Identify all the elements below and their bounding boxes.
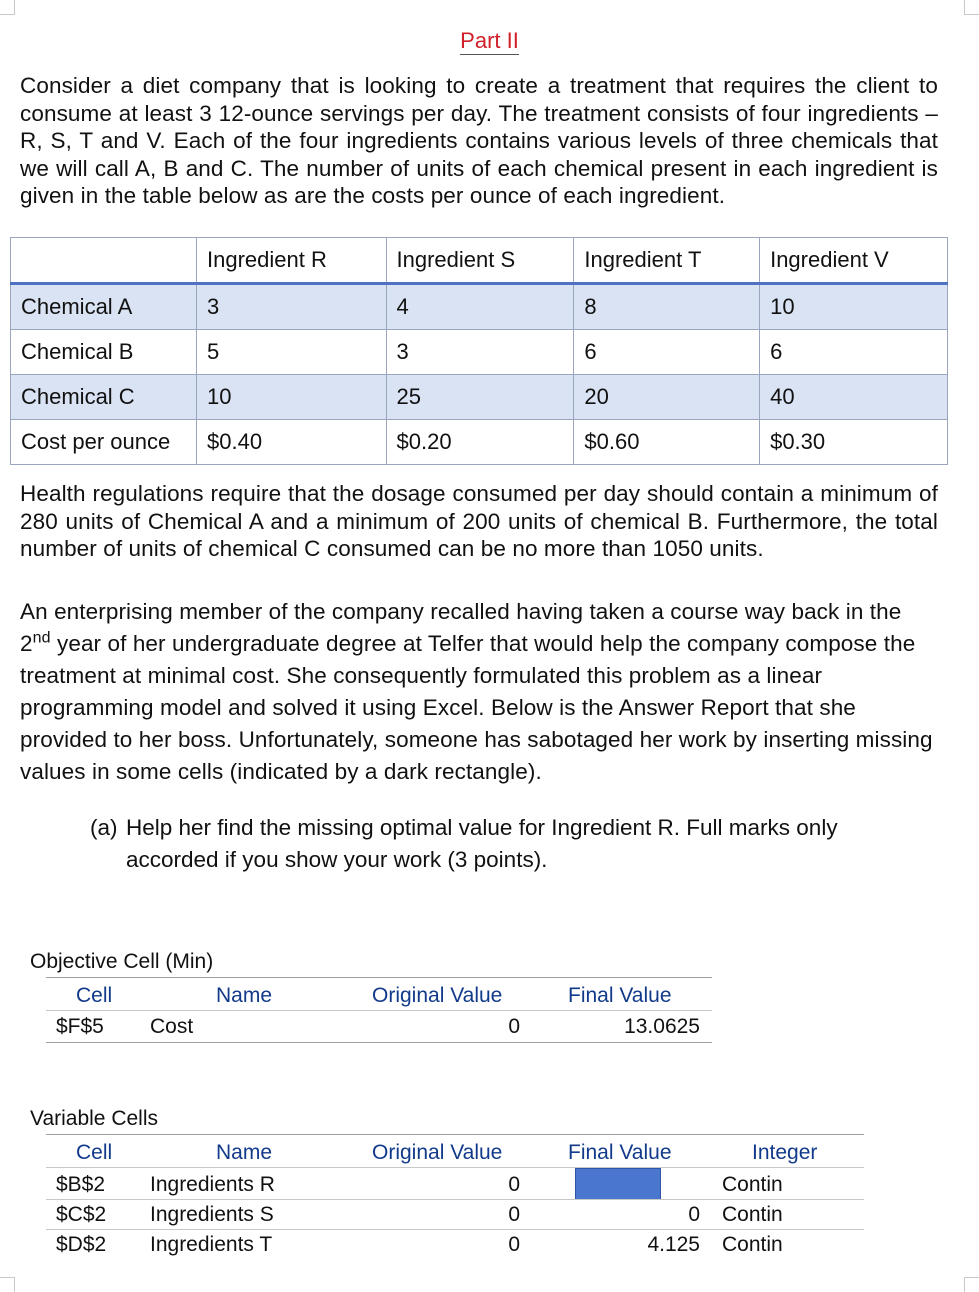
row-label: Chemical C [11, 375, 197, 420]
ingredient-table-header [11, 238, 948, 284]
header-cell [11, 238, 197, 284]
row-label: Chemical A [11, 284, 197, 330]
variable-original-value: 0 [508, 1173, 520, 1196]
variable-integer: Contin [722, 1203, 783, 1226]
variable-header-name: Name [216, 1141, 273, 1164]
variable-header-original: Original Value [372, 1141, 503, 1164]
variable-header-integer: Integer [752, 1141, 818, 1164]
story-paragraph [20, 596, 938, 788]
variable-section-title: Variable Cells [30, 1107, 158, 1130]
variable-final-value: 4.125 [647, 1233, 700, 1256]
objective-header-cell: Cell [76, 984, 113, 1007]
row-rule [46, 1229, 864, 1230]
table-cell: $0.40 [197, 420, 387, 465]
table-row [11, 420, 948, 465]
objective-top-rule [46, 977, 712, 978]
variable-top-rule [46, 1134, 864, 1135]
page-corner-mark [0, 0, 15, 15]
objective-header-name: Name [216, 984, 273, 1007]
table-cell: 3 [386, 330, 574, 375]
intro-paragraph: Consider a diet company that is looking to create a treatment that requires the client to consume at least 3 12-ounce servings per day. The treatment consists of four ingredients – R, S, T and V. Each of the four ingredients contains various levels of three chemicals that we will call A, B and C. The number of units of each chemical present in each ingredient is given in the table below as are the costs per ounce of each ingredient. [20, 73, 938, 208]
objective-bottom-rule [46, 1042, 712, 1043]
objective-cell-name: Cost [150, 1015, 194, 1038]
variable-cell-name: Ingredients S [150, 1203, 274, 1226]
missing-value-blackout [575, 1168, 661, 1200]
story-text-start: An enterprising member of the company recalled having taken a course way back in the 2 [20, 599, 902, 656]
table-cell: 40 [760, 375, 948, 420]
page-corner-mark [0, 1277, 15, 1292]
variable-header-rule [46, 1167, 864, 1168]
variable-original-value: 0 [508, 1233, 520, 1256]
table-row [11, 284, 948, 330]
table-cell: $0.20 [386, 420, 574, 465]
part-title-text: Part II [460, 28, 519, 53]
health-paragraph: Health regulations require that the dosage consumed per day should contain a minimum of 280 units of Chemical A and a minimum of 200 units of chemical B. Furthermore, the total number of units of chemical C consumed can be no more than 1050 units. [20, 481, 938, 561]
ingredient-table [10, 237, 948, 465]
variable-original-value: 0 [508, 1203, 520, 1226]
variable-cell-ref: $D$2 [56, 1233, 107, 1256]
table-cell: $0.60 [574, 420, 760, 465]
header-cell: Ingredient S [386, 238, 574, 284]
header-cell: Ingredient V [760, 238, 948, 284]
variable-cell-ref: $C$2 [56, 1203, 107, 1226]
table-cell: 20 [574, 375, 760, 420]
ordinal-suffix: nd [32, 629, 51, 647]
objective-header-original: Original Value [372, 984, 503, 1007]
part-title [0, 28, 979, 54]
table-cell: 3 [197, 284, 387, 330]
table-cell: 6 [760, 330, 948, 375]
page-corner-mark [964, 1277, 979, 1292]
story-text-end: year of her undergraduate degree at Telfer that would help the company compose the treatment at minimal cost. She consequently formulated this problem as a linear programming model and solved it using Excel. Below is the Answer Report that she provided to her boss. Unfortunately, someone has sabotaged her work by inserting missing values in some cells (indicated by a dark rectangle). [20, 631, 933, 784]
variable-cell-name: Ingredients T [150, 1233, 273, 1256]
header-cell: Ingredient T [574, 238, 760, 284]
question-text: Help her find the missing optimal value for Ingredient R. Full marks only accorded if you show your work (3 points). [126, 815, 838, 872]
row-rule [46, 1199, 864, 1200]
variable-integer: Contin [722, 1233, 783, 1256]
table-cell: 25 [386, 375, 574, 420]
question-a [90, 812, 910, 876]
page-corner-mark [964, 0, 979, 15]
header-cell: Ingredient R [197, 238, 387, 284]
table-cell: 5 [197, 330, 387, 375]
row-label: Chemical B [11, 330, 197, 375]
table-row [11, 375, 948, 420]
objective-cell-ref: $F$5 [56, 1015, 104, 1038]
table-cell: 8 [574, 284, 760, 330]
row-label: Cost per ounce [11, 420, 197, 465]
variable-cell-name: Ingredients R [150, 1173, 275, 1196]
objective-header-final: Final Value [568, 984, 672, 1007]
objective-header-rule [46, 1010, 712, 1011]
table-row [11, 330, 948, 375]
question-label: (a) [90, 815, 118, 840]
variable-cell-ref: $B$2 [56, 1173, 106, 1196]
objective-original-value: 0 [508, 1015, 520, 1038]
objective-final-value: 13.0625 [624, 1015, 700, 1038]
table-cell: 4 [386, 284, 574, 330]
variable-final-value: 0 [688, 1203, 700, 1226]
table-cell: 6 [574, 330, 760, 375]
table-cell: 10 [760, 284, 948, 330]
table-cell: $0.30 [760, 420, 948, 465]
variable-header-cell: Cell [76, 1141, 113, 1164]
variable-header-final: Final Value [568, 1141, 672, 1164]
objective-section-title: Objective Cell (Min) [30, 950, 214, 973]
table-cell: 10 [197, 375, 387, 420]
variable-integer: Contin [722, 1173, 783, 1196]
